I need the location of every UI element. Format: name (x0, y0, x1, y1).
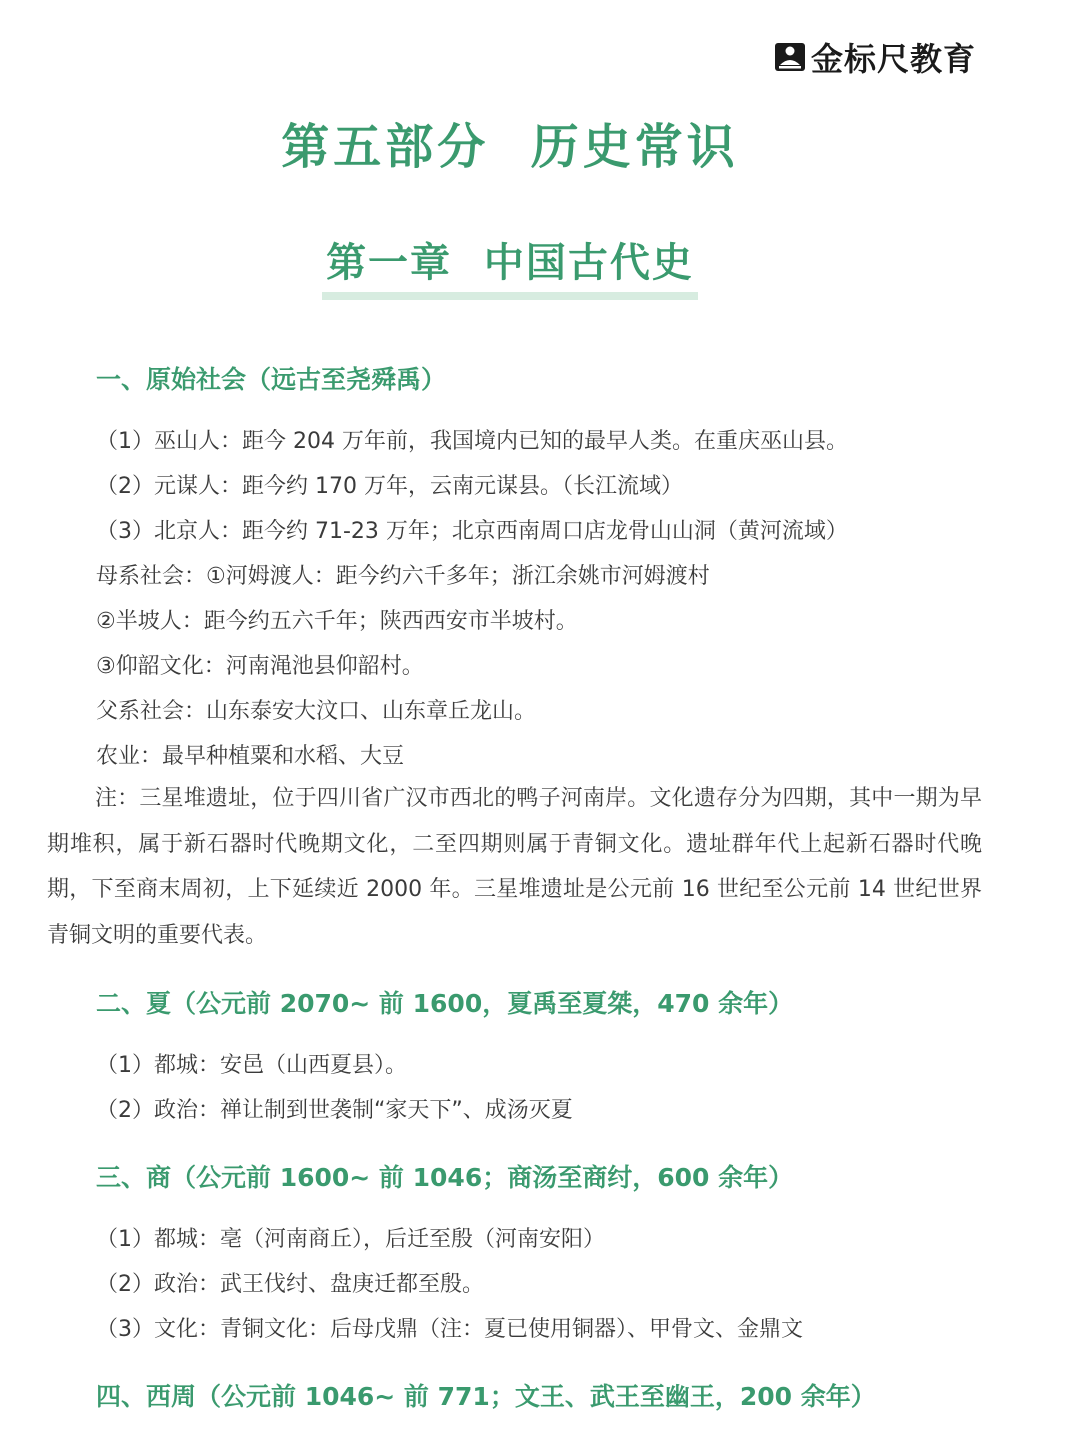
list-item: 父系社会：山东泰安大汶口、山东章丘龙山。 (96, 699, 537, 724)
list-item: （3）文化：青铜文化：后母戊鼎（注：夏已使用铜器）、甲骨文、金鼎文 (96, 1317, 803, 1342)
section-heading: 二、夏（公元前 2070~ 前 1600，夏禹至夏桀，470 余年） (96, 989, 794, 1018)
note-paragraph: 注：三星堆遗址，位于四川省广汉市西北的鸭子河南岸。文化遗存分为四期，其中一期为早期堆积，属于新石器时代晚期文化，二至四期则属于青铜文化。遗址群年代上起新石器时代晚期，下至商末周初，上下延续近 2000 年。三星堆遗址是公元前 16 世纪至公元前 14 世纪世界青铜文明的重要代表。 (47, 786, 982, 948)
logo-text: 金标尺教育 (810, 40, 976, 78)
list-item: （1）都城：安邑（山西夏县）。 (96, 1053, 407, 1078)
list-item: （2）政治：武王伐纣、盘庚迁都至殷。 (96, 1272, 484, 1297)
list-item: 母系社会：①河姆渡人：距今约六千多年；浙江余姚市河姆渡村 (96, 564, 710, 589)
list-item: ②半坡人：距今约五六千年；陕西西安市半坡村。 (96, 609, 578, 634)
list-item: （2）元谋人：距今约 170 万年，云南元谋县。（长江流域） (96, 474, 683, 499)
list-item: （3）北京人：距今约 71-23 万年；北京西南周口店龙骨山山洞（黄河流域） (96, 519, 848, 544)
chapter-title: 第一章 中国古代史 (322, 240, 698, 300)
part-title: 第五部分 历史常识 (281, 119, 739, 175)
brand-logo (773, 34, 976, 80)
list-item: （2）政治：禅让制到世袭制“家天下”、成汤灭夏 (96, 1098, 573, 1123)
list-item: （1）巫山人：距今 204 万年前，我国境内已知的最早人类。在重庆巫山县。 (96, 429, 848, 454)
book-person-icon (773, 40, 807, 74)
list-item: 农业：最早种植粟和水稻、大豆 (96, 744, 405, 769)
list-item: （1）都城：亳（河南商丘），后迁至殷（河南安阳） (96, 1227, 605, 1252)
section-heading: 三、商（公元前 1600~ 前 1046；商汤至商纣，600 余年） (96, 1163, 794, 1192)
list-item: ③仰韶文化：河南渑池县仰韶村。 (96, 654, 424, 679)
section-heading: 四、西周（公元前 1046~ 前 771；文王、武王至幽王，200 余年） (96, 1382, 876, 1411)
section-heading: 一、原始社会（远古至尧舜禹） (96, 365, 447, 394)
